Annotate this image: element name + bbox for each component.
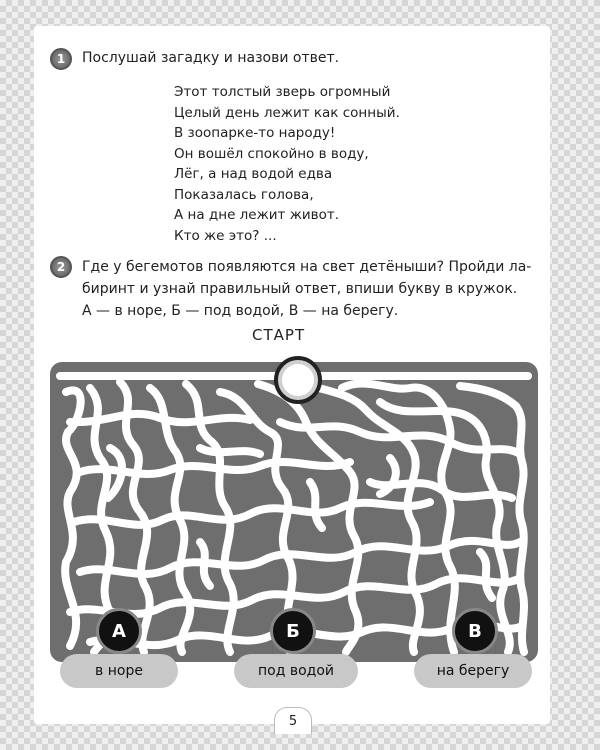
poem-line: В зоопарке-то народу! [174, 125, 336, 141]
task-1-instruction: Послушай загадку и назови ответ. [82, 50, 340, 66]
poem-line: Кто же это? ... [174, 227, 277, 244]
maze-start-circle[interactable] [274, 356, 322, 404]
task-2-line: Где у бегемотов появляются на свет детёныши? Пройди ла- [82, 259, 532, 275]
workbook-page [34, 26, 550, 729]
task-2-instruction [82, 256, 538, 322]
maze-start-label: СТАРТ [252, 326, 306, 344]
task-2-number-badge: 2 [50, 256, 72, 278]
answer-label-v: на берегу [414, 654, 532, 688]
poem-line: Этот толстый зверь огромный [174, 84, 391, 100]
poem-line: А на дне лежит живот. [174, 207, 340, 223]
task-2-line: А — в норе, Б — под водой, В — на берегу. [82, 303, 399, 319]
riddle-poem [174, 82, 400, 246]
poem-line: Лёг, а над водой едва [174, 166, 333, 182]
page-number: 5 [274, 707, 312, 734]
task-1-number-badge: 1 [50, 48, 72, 70]
task-2-line: биринт и узнай правильный ответ, впиши букву в кружок. [82, 281, 518, 297]
choice-v-circle[interactable]: В [452, 608, 498, 654]
choice-b-circle[interactable]: Б [270, 608, 316, 654]
poem-line: Целый день лежит как сонный. [174, 104, 400, 121]
answer-label-b: под водой [234, 654, 358, 688]
choice-a-circle[interactable]: А [96, 608, 142, 654]
poem-line: Он вошёл спокойно в воду, [174, 145, 369, 162]
answer-label-a: в норе [60, 654, 178, 688]
poem-line: Показалась голова, [174, 186, 314, 203]
